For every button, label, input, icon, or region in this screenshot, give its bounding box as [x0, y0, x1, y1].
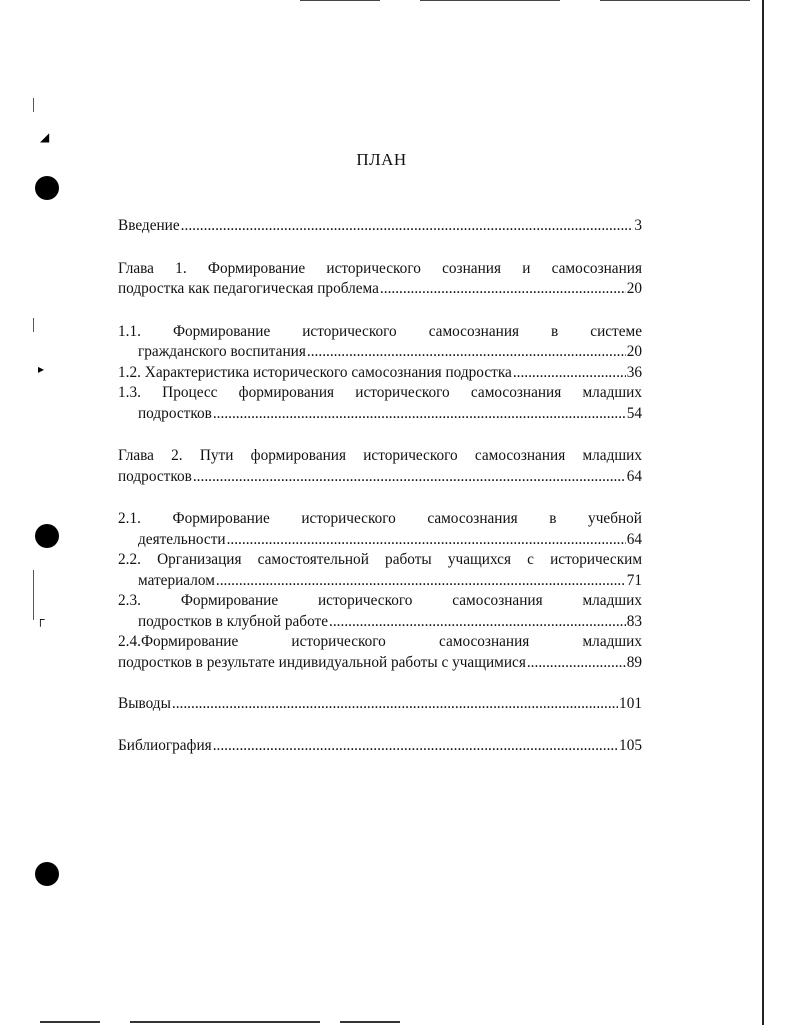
dot-leader: [380, 279, 626, 300]
entry-label: деятельности: [138, 530, 226, 548]
dot-leader: [181, 216, 634, 237]
entry-label: Глава 1. Формирование исторического сознания и самосознания: [118, 259, 642, 277]
entry-label: Библиография: [118, 736, 212, 754]
toc-entry-section-1-1: [118, 322, 642, 363]
toc-entry-conclusions: [118, 694, 642, 715]
page-title: ПЛАН: [356, 150, 407, 169]
entry-label: подростков: [118, 467, 192, 485]
scan-edge-bottom: [130, 1021, 320, 1023]
scan-edge-top: [300, 0, 380, 1]
page-number: 20: [626, 280, 642, 297]
scan-mark: ┌: [36, 612, 45, 626]
toc-entry-bibliography: [118, 736, 642, 757]
toc-entry-chapter-2: [118, 446, 642, 487]
entry-label: Глава 2. Пути формирования исторического самосознания младших: [118, 447, 642, 464]
entry-label: 2.4.Формирование исторического самосознания младших: [118, 633, 642, 650]
toc-entry-section-2-4: [118, 632, 642, 673]
dot-leader: [329, 612, 626, 633]
scan-edge-left: [33, 98, 34, 112]
dot-leader: [307, 342, 626, 363]
dot-leader: [172, 694, 618, 715]
toc-entry-section-1-2: [118, 363, 642, 384]
page-number: 83: [626, 612, 642, 630]
scan-edge-top: [600, 0, 750, 1]
entry-label: подростка как педагогическая проблема: [118, 280, 379, 297]
table-of-contents: [118, 216, 642, 756]
page-number: 105: [619, 736, 642, 754]
entry-label: 2.1. Формирование исторического самосознания в учебной: [118, 510, 642, 527]
entry-label: подростков в результате индивидуальной работы с учащимися: [118, 653, 526, 671]
scan-mark: ◢: [40, 130, 50, 144]
entry-label: 2.3. Формирование исторического самосознания младших: [118, 592, 642, 609]
entry-label: 1.3. Процесс формирования исторического самосознания младших: [118, 384, 642, 401]
punch-hole: [35, 524, 59, 548]
entry-label: 1.1. Формирование исторического самосознания в системе: [118, 322, 642, 340]
entry-label: подростков в клубной работе: [138, 612, 329, 630]
page-number: 20: [626, 343, 642, 360]
entry-label: подростков: [138, 404, 212, 422]
dot-leader: [213, 404, 626, 425]
toc-entry-section-2-2: [118, 550, 642, 591]
scan-mark: ▸: [38, 362, 45, 376]
page-number: 3: [634, 217, 642, 234]
page-number: 64: [626, 530, 642, 548]
dot-leader: [513, 363, 626, 384]
page-number: 54: [626, 404, 642, 422]
page-number: 64: [626, 467, 642, 485]
scan-edge-bottom: [40, 1021, 100, 1023]
scan-edge-left: [33, 570, 34, 620]
page-number: 36: [626, 363, 642, 381]
page-number: 89: [626, 653, 642, 671]
page-number: 71: [626, 571, 642, 589]
entry-label: 2.2. Организация самостоятельной работы учащихся с историческим: [118, 551, 642, 568]
toc-entry-section-2-1: [118, 509, 642, 550]
toc-entry-section-2-3: [118, 591, 642, 632]
entry-label: гражданского воспитания: [138, 343, 306, 360]
punch-hole: [35, 176, 59, 200]
toc-entry-chapter-1: [118, 259, 642, 300]
dot-leader: [227, 530, 626, 551]
dot-leader: [193, 467, 626, 488]
entry-label: материалом: [138, 571, 215, 589]
entry-label: Введение: [118, 217, 180, 234]
page-number: 101: [619, 695, 642, 712]
toc-entry-section-1-3: [118, 383, 642, 424]
dot-leader: [216, 571, 626, 592]
scan-edge-bottom: [340, 1021, 400, 1023]
entry-label: 1.2. Характеристика исторического самосознания подростка: [118, 363, 512, 381]
scan-edge-top: [420, 0, 560, 1]
punch-hole: [35, 862, 59, 886]
dot-leader: [527, 653, 626, 674]
dot-leader: [213, 736, 618, 757]
entry-label: Выводы: [118, 695, 171, 712]
scan-edge-left: [33, 318, 34, 332]
toc-entry-introduction: [118, 216, 642, 237]
